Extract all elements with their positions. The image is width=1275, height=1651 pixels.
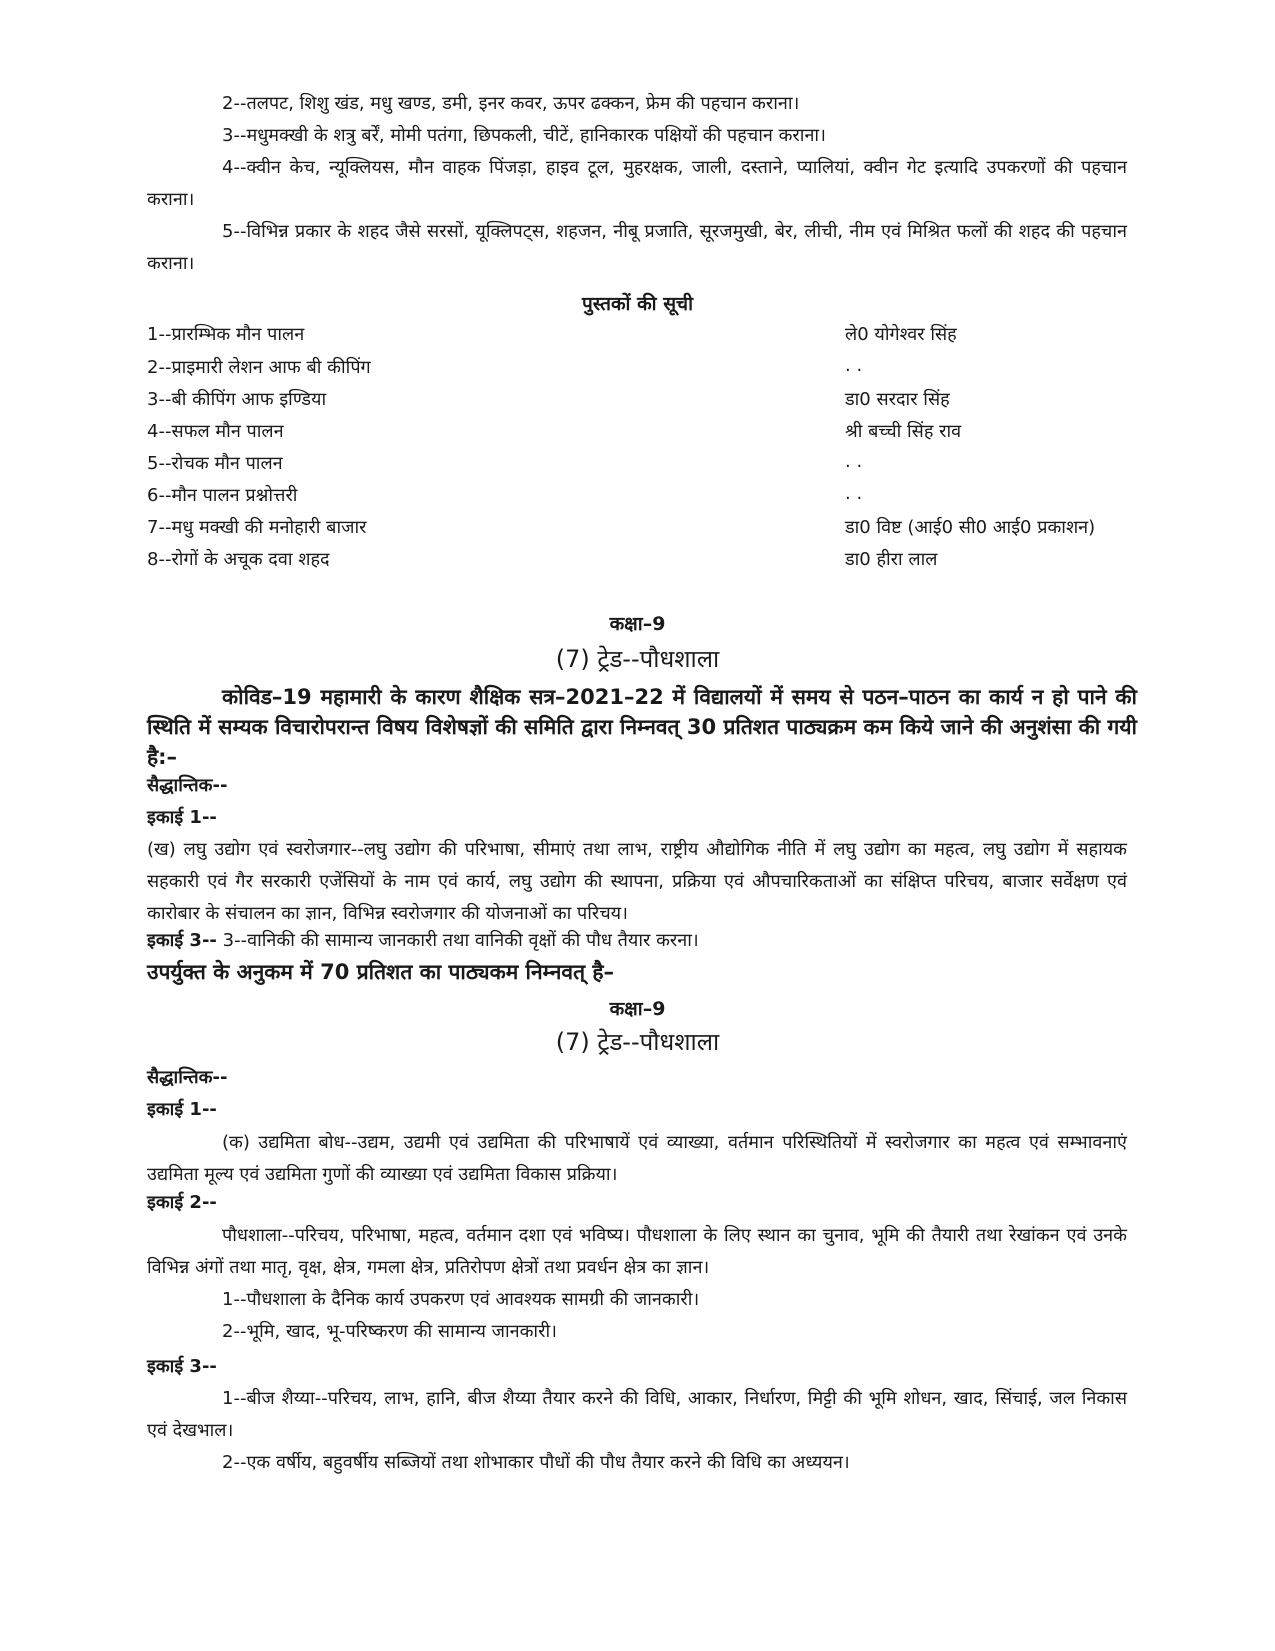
unit-3-label: इकाई 3-- xyxy=(147,930,217,951)
unit-2-label: इकाई 2-- xyxy=(147,1192,217,1213)
book-author: . . xyxy=(845,483,863,504)
unit-1-label: इकाई 1-- xyxy=(147,1099,217,1120)
book-author: डा0 हीरा लाल xyxy=(845,549,938,570)
book-author: ले0 योगेश्वर सिंह xyxy=(845,324,957,345)
unit-2-text: पौधशाला--परिचय, परिभाषा, महत्व, वर्तमान दशा एवं भविष्य। पौधशाला के लिए स्थान का चुनाव, भूमि की तैयारी तथा रेखांकन एवं उनके विभिन्न अंगों तथा मातृ, वृक्ष, क्षेत्र, गमला क्षेत्र, प्रतिरोपण क्षेत्रों तथा प्रवर्धन क्षेत्र का ज्ञान। xyxy=(147,1225,1127,1278)
unit-1-text: (ख) लघु उद्योग एवं स्वरोजगार--लघु उद्योग की परिभाषा, सीमाएं तथा लाभ, राष्ट्रीय औद्योगिक नीति में लघु उद्योग का महत्व, लघु उद्योग में सहायक सहकारी एवं गैर सरकारी एजेंसियों के नाम एवं कार्य, लघु उद्योग की स्थापना, प्रक्रिया एवं औपचारिकताओं का संक्षिप्त परिचय, बाजार सर्वेक्षण एवं कारोबार के संचालन का ज्ञान, विभिन्न स्वरोजगार की योजनाओं का परिचय। xyxy=(147,839,1127,924)
book-title: 2--प्राइमारी लेशन आफ बी कीपिंग xyxy=(147,357,371,378)
book-author: . . xyxy=(845,451,863,472)
book-title: 8--रोगों के अचूक दवा शहद xyxy=(147,549,330,570)
theory-label: सैद्धान्तिक-- xyxy=(147,775,228,796)
book-title: 5--रोचक मौन पालन xyxy=(147,453,283,474)
class-label: कक्षा–9 xyxy=(609,613,666,635)
top-item-5: 5--विभिन्न प्रकार के शहद जैसे सरसों, यूक्लिपट्स, शहजन, नीबू प्रजाति, सूरजमुखी, बेर, लीची, नीम एवं मिश्रित फलों की शहद की पहचान कराना। xyxy=(147,221,1127,274)
book-title: 1--प्रारम्भिक मौन पालन xyxy=(147,324,305,345)
unit-3-row xyxy=(147,930,699,952)
unit-3-text: 3--वानिकी की सामान्य जानकारी तथा वानिकी वृक्षों की पौध तैयार करना। xyxy=(222,930,699,951)
unit-3-item: 1--बीज शैय्या--परिचय, लाभ, हानि, बीज शैय्या तैयार करने की विधि, आकार, निर्धारण, मिट्टी की भूमि शोधन, खाद, सिंचाई, जल निकास एवं देखभाल। xyxy=(147,1388,1127,1441)
book-author: . . xyxy=(845,355,863,376)
book-author: डा0 सरदार सिंह xyxy=(845,389,950,410)
unit-2-item: 2--भूमि, खाद, भू-परिष्करण की सामान्य जानकारी। xyxy=(222,1321,557,1342)
book-author: श्री बच्ची सिंह राव xyxy=(845,421,962,442)
unit-1-label: इकाई 1-- xyxy=(147,807,217,828)
trade-title: (7) ट्रेड--पौधशाला xyxy=(555,645,720,673)
trade-title: (7) ट्रेड--पौधशाला xyxy=(555,1028,720,1056)
book-author: डा0 विष्ट (आई0 सी0 आई0 प्रकाशन) xyxy=(845,517,1096,538)
announcement: कोविड–19 महामारी के कारण शैक्षिक सत्र–2021–22 में विद्यालयों में समय से पठन–पाठन का कार्य न हो पाने की स्थिति में सम्यक विचारोपरान्त विषय विशेषज्ञों की समिति द्वारा निम्नवत् 30 प्रतिशत पाठ्यक्रम कम किये जाने की अनुशंसा की गयी है:– xyxy=(147,685,1137,769)
top-item-3: 3--मधुमक्खी के शत्रु बर्रें, मोमी पतंगा, छिपकली, चीटें, हानिकारक पक्षियों की पहचान कराना। xyxy=(222,125,826,146)
unit-3-label: इकाई 3-- xyxy=(147,1356,217,1377)
theory-label: सैद्धान्तिक-- xyxy=(147,1067,228,1088)
book-title: 4--सफल मौन पालन xyxy=(147,421,284,442)
book-title: 7--मधु मक्खी की मनोहारी बाजार xyxy=(147,517,367,538)
top-item-2: 2--तलपट, शिशु खंड, मधु खण्ड, डमी, इनर कवर, ऊपर ढक्कन, फ्रेम की पहचान कराना। xyxy=(222,93,800,114)
unit-3-item: 2--एक वर्षीय, बहुवर्षीय सब्जियों तथा शोभाकार पौधों की पौध तैयार करने की विधि का अध्ययन। xyxy=(222,1452,850,1473)
class-label: कक्षा–9 xyxy=(609,998,666,1020)
followup-note: उपर्युक्त के अनुकम में 70 प्रतिशत का पाठ्यकम निम्नवत् है– xyxy=(147,960,614,984)
book-title: 6--मौन पालन प्रश्नोत्तरी xyxy=(147,485,298,506)
book-title: 3--बी कीपिंग आफ इण्डिया xyxy=(147,389,327,410)
top-item-4: 4--क्वीन केच, न्यूक्लियस, मौन वाहक पिंजड़ा, हाइव टूल, मुहरक्षक, जाली, दस्ताने, प्यालियां, क्वीन गेट इत्यादि उपकरणों की पहचान कराना। xyxy=(147,157,1127,210)
unit-2-item: 1--पौधशाला के दैनिक कार्य उपकरण एवं आवश्यक सामग्री की जानकारी। xyxy=(222,1289,700,1310)
book-list-heading: पुस्तकों की सूची xyxy=(581,293,694,315)
unit-1-text: (क) उद्यमिता बोध--उद्यम, उद्यमी एवं उद्यमिता की परिभाषायें एवं व्याख्या, वर्तमान परिस्थितियों में स्वरोजगार का महत्व एवं सम्भावनाएं उद्यमिता मूल्य एवं उद्यमिता गुणों की व्याख्या एवं उद्यमिता विकास प्रक्रिया। xyxy=(147,1132,1127,1185)
